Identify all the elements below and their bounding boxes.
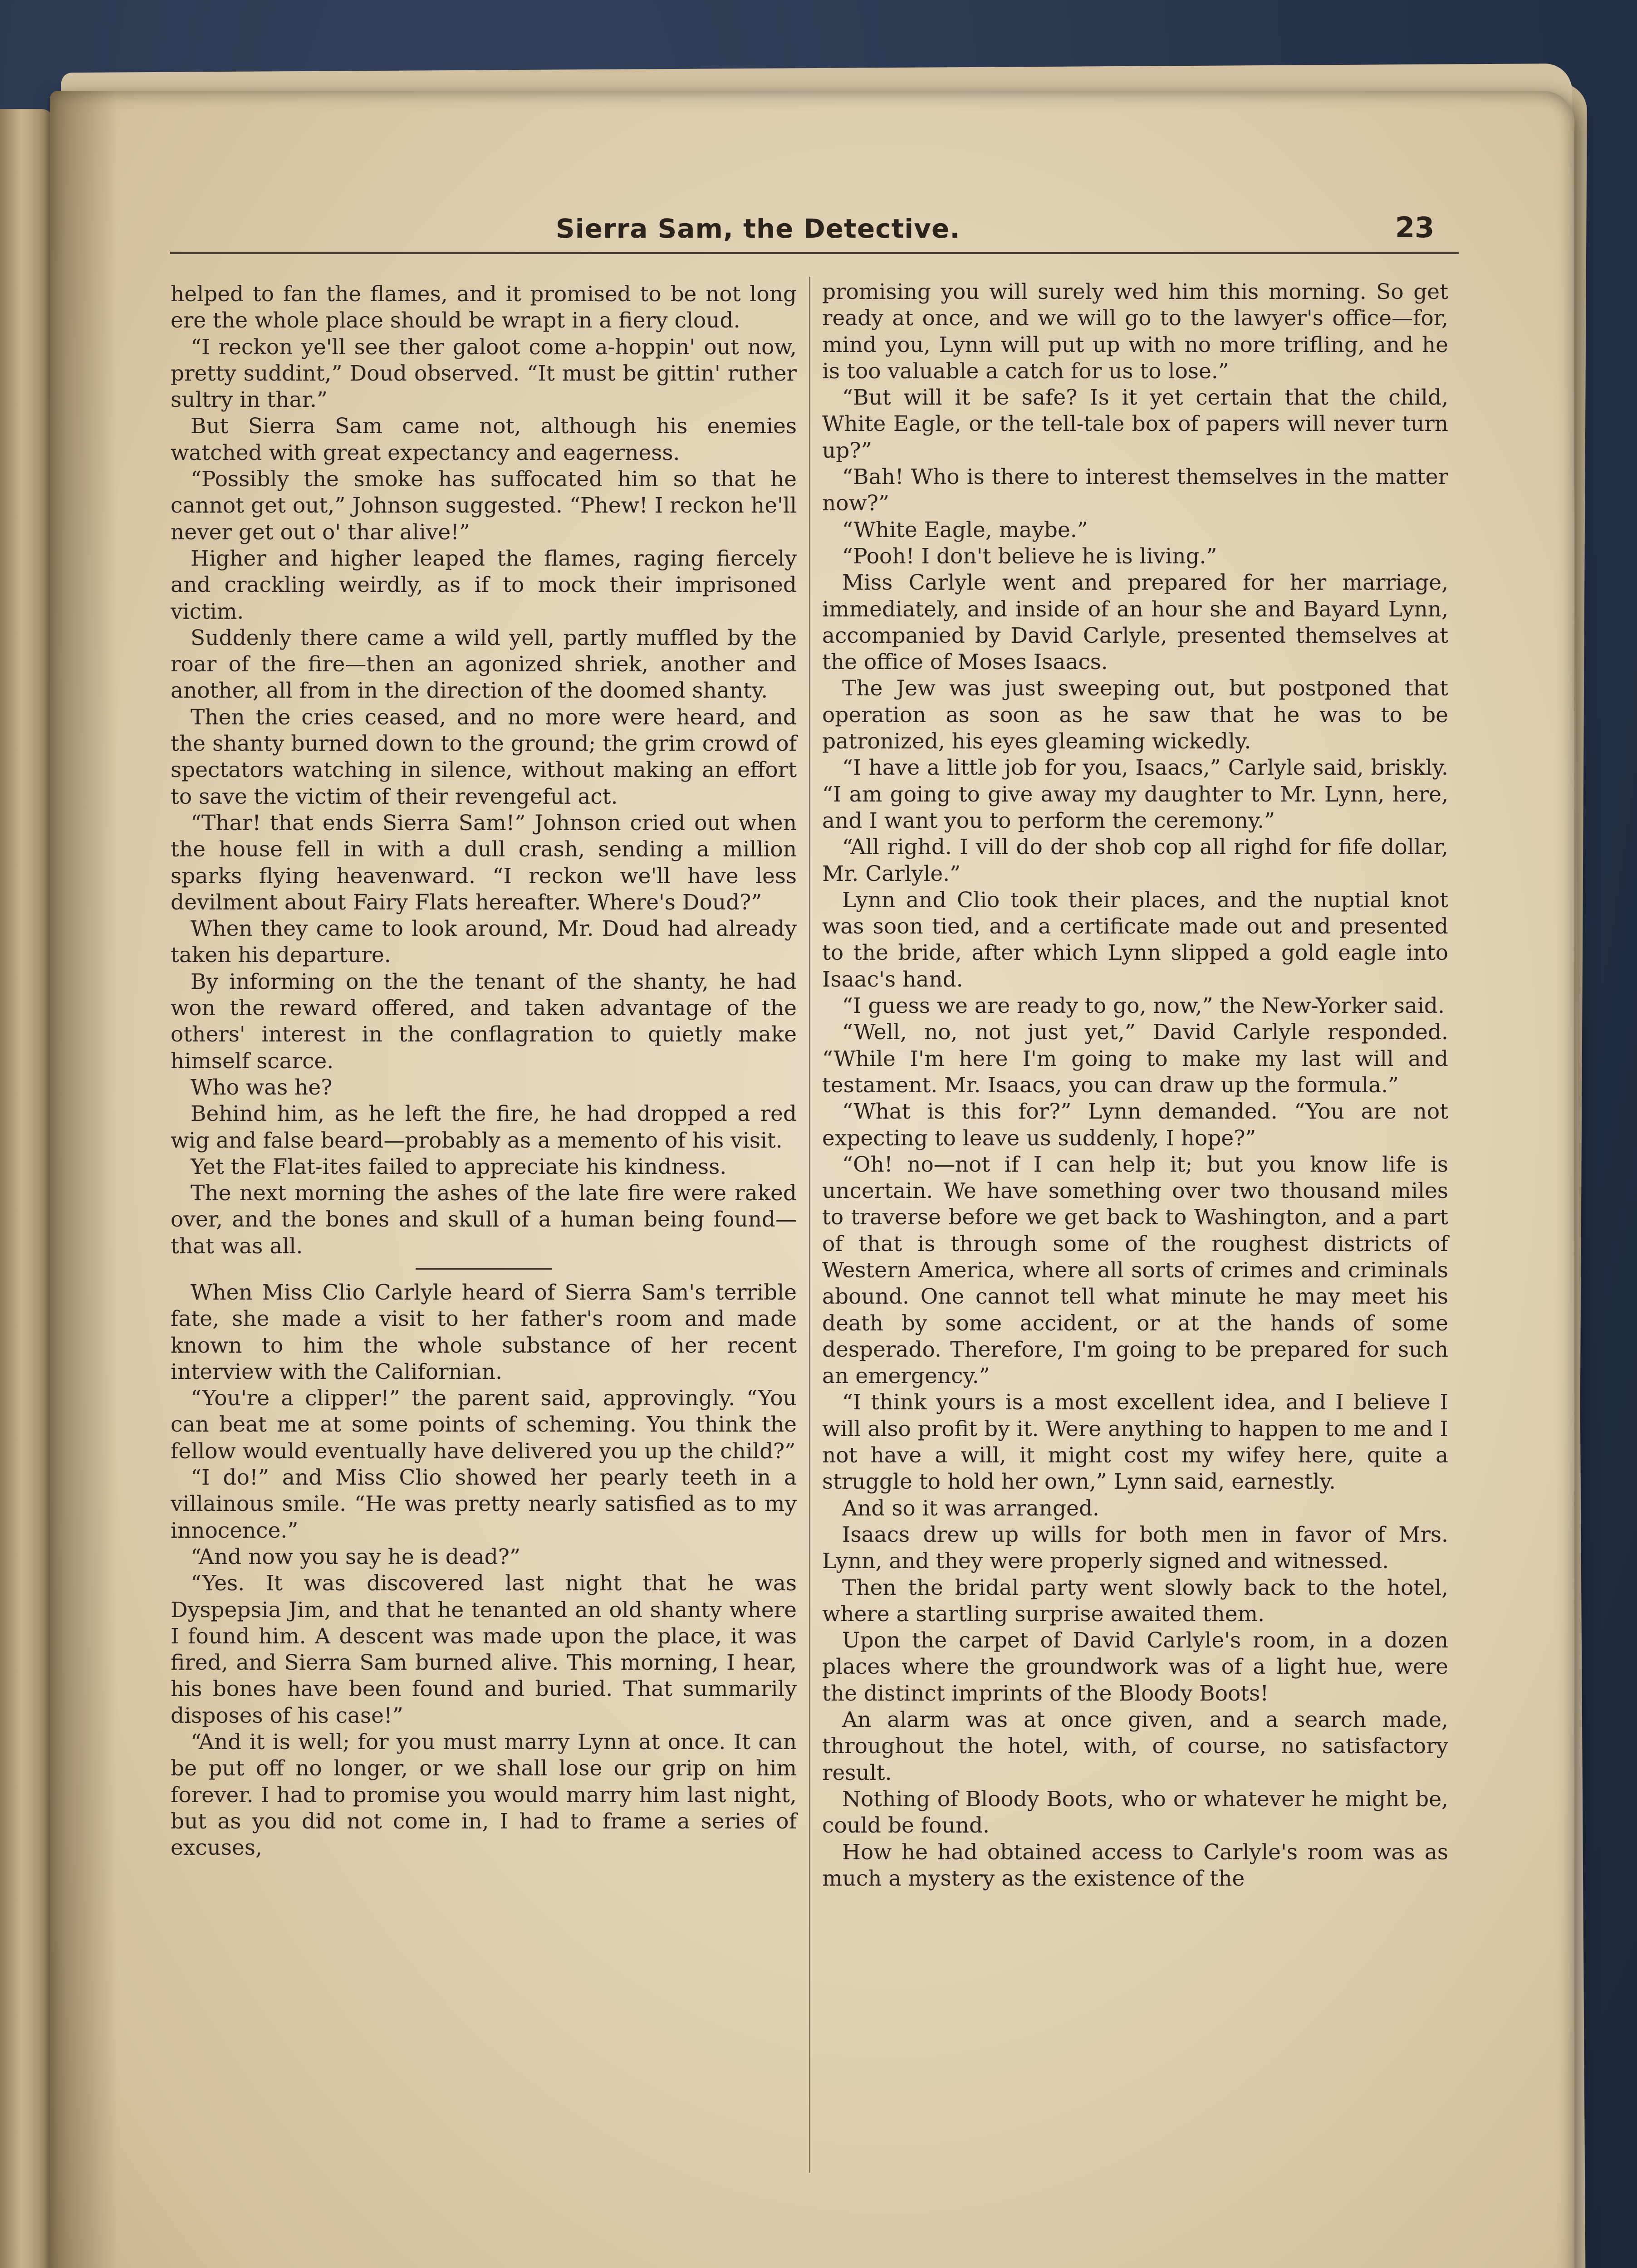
paragraph: Higher and higher leaped the flames, raging fiercely and crackling weirdly, as if to mock their imprisoned victim.: [171, 546, 797, 624]
paragraph: Lynn and Clio took their places, and the nuptial knot was soon tied, and a certificate made out and presented to the bride, after which Lynn slipped a gold eagle into Isaac's hand.: [822, 887, 1448, 992]
paragraph: Nothing of Bloody Boots, who or whatever he might be, could be found.: [822, 1786, 1448, 1838]
page-gutter-shadow: [50, 91, 118, 2268]
paragraph: “Well, no, not just yet,” David Carlyle responded. “While I'm here I'm going to make my last will and testament. Mr. Isaacs, you can draw up the formula.”: [822, 1020, 1448, 1098]
paragraph: When they came to look around, Mr. Doud had already taken his departure.: [171, 916, 797, 968]
paragraph: “I guess we are ready to go, now,” the New-Yorker said.: [842, 993, 1445, 1019]
paragraph: Who was he?: [191, 1075, 333, 1100]
paragraph: Upon the carpet of David Carlyle's room, in a dozen places where the groundwork was of a light hue, were the distinct imprints of the Bloody Boots!: [822, 1628, 1448, 1706]
page-number: 23: [1395, 211, 1435, 244]
paragraph: The next morning the ashes of the late fire were raked over, and the bones and skull of a human being found—that was all.: [171, 1181, 797, 1259]
paragraph: How he had obtained access to Carlyle's room was as much a mystery as the existence of the: [822, 1839, 1448, 1891]
paragraph: “Bah! Who is there to interest themselves in the matter now?”: [822, 464, 1448, 516]
paragraph: “Possibly the smoke has suffocated him so that he cannot get out,” Johnson suggested. “Phew! I reckon he'll never get out o' thar alive!”: [171, 467, 797, 545]
paragraph: An alarm was at once given, and a search made, throughout the hotel, with, of course, no satisfactory result.: [822, 1707, 1448, 1785]
paragraph: And so it was arranged.: [842, 1496, 1099, 1521]
paragraph: Then the cries ceased, and no more were heard, and the shanty burned down to the ground; the grim crowd of spectators watching in silence, without making an effort to save the victim of their revengeful act.: [171, 704, 797, 809]
paragraph: “Pooh! I don't believe he is living.”: [842, 543, 1217, 569]
running-header-title: Sierra Sam, the Detective.: [556, 213, 961, 244]
paragraph: The Jew was just sweeping out, but postponed that operation as soon as he saw that he was to be patronized, his eyes gleaming wickedly.: [822, 676, 1448, 754]
paragraph: But Sierra Sam came not, although his enemies watched with great expectancy and eagerness.: [171, 414, 797, 465]
column-divider: [809, 277, 810, 2173]
paragraph: “What is this for?” Lynn demanded. “You are not expecting to leave us suddenly, I hope?”: [822, 1099, 1448, 1151]
paragraph: “And now you say he is dead?”: [191, 1544, 520, 1569]
right-text-column: [822, 279, 1448, 1892]
paragraph: “I think yours is a most excellent idea, and I believe I will also profit by it. Were anything to happen to me and I not have a will, it might cost my wifey here, quite a struggle to hold her own,” Lynn said, earnestly.: [822, 1390, 1448, 1495]
paragraph: Isaacs drew up wills for both men in favor of Mrs. Lynn, and they were properly signed and witnessed.: [822, 1522, 1448, 1574]
paragraph: promising you will surely wed him this morning. So get ready at once, and we will go to the lawyer's office—for, mind you, Lynn will put up with no more trifling, and he is too valuable a catch for us to lose.”: [822, 279, 1448, 384]
paragraph: “Thar! that ends Sierra Sam!” Johnson cried out when the house fell in with a dull crash, sending a million sparks flying heavenward. “I reckon we'll have less devilment about Fairy Flats hereafter. Where's Doud?”: [171, 810, 797, 915]
paragraph: When Miss Clio Carlyle heard of Sierra Sam's terrible fate, she made a visit to her father's room and made known to him the whole substance of her recent interview with the Californian.: [171, 1280, 797, 1384]
paragraph: “You're a clipper!” the parent said, approvingly. “You can beat me at some points of scheming. You think the fellow would eventually have delivered you up the child?”: [171, 1386, 797, 1464]
paragraph: helped to fan the flames, and it promised to be not long ere the whole place should be wrapt in a fiery cloud.: [171, 282, 797, 333]
paragraph: “White Eagle, maybe.”: [842, 517, 1088, 543]
facing-page-edge: [0, 109, 54, 2268]
section-break-rule: [416, 1268, 552, 1270]
paragraph: “And it is well; for you must marry Lynn at once. It can be put off no longer, or we shall lose our grip on him forever. I had to promise you would marry him last night, but as you did not come in, I had to frame a series of excuses,: [171, 1730, 797, 1861]
paragraph: By informing on the the tenant of the shanty, he had won the reward offered, and taken advantage of the others' interest in the conflagration to quietly make himself scarce.: [171, 969, 797, 1074]
paragraph: “Oh! no—not if I can help it; but you know life is uncertain. We have something over two thousand miles to traverse before we get back to Washington, and a part of that is through some of the roughest districts of Western America, where all sorts of crimes and criminals abound. One cannot tell what minute he may meet his death by some accident, or at the hands of some desperado. Therefore, I'm going to be prepared for such an emergency.”: [822, 1152, 1448, 1389]
paragraph: Yet the Flat-ites failed to appreciate his kindness.: [191, 1154, 727, 1179]
paragraph: “All righd. I vill do der shob cop all righd for fife dollar, Mr. Carlyle.”: [822, 835, 1448, 886]
header-rule: [170, 252, 1459, 254]
paragraph: Behind him, as he left the fire, he had dropped a red wig and false beard—probably as a memento of his visit.: [171, 1101, 797, 1153]
paragraph: Suddenly there came a wild yell, partly muffled by the roar of the fire—then an agonized shriek, another and another, all from in the direction of the doomed shanty.: [171, 625, 797, 704]
left-text-column: [171, 281, 797, 1862]
paragraph: “But will it be safe? Is it yet certain that the child, White Eagle, or the tell-tale box of papers will never turn up?”: [822, 385, 1448, 463]
paragraph: “Yes. It was discovered last night that he was Dyspepsia Jim, and that he tenanted an old shanty where I found him. A descent was made upon the place, it was fired, and Sierra Sam burned alive. This morning, I hear, his bones have been found and buried. That summarily disposes of his case!”: [171, 1571, 797, 1728]
paragraph: Then the bridal party went slowly back to the hotel, where a startling surprise awaited them.: [822, 1575, 1448, 1627]
paragraph: “I have a little job for you, Isaacs,” Carlyle said, briskly. “I am going to give away my daughter to Mr. Lynn, here, and I want you to perform the ceremony.”: [822, 755, 1448, 833]
paragraph: “I do!” and Miss Clio showed her pearly teeth in a villainous smile. “He was pretty nearly satisfied as to my innocence.”: [171, 1465, 797, 1543]
paragraph: “I reckon ye'll see ther galoot come a-hoppin' out now, pretty suddint,” Doud observed. “It must be gittin' ruther sultry in thar.”: [171, 334, 797, 413]
paragraph: Miss Carlyle went and prepared for her marriage, immediately, and inside of an hour she and Bayard Lynn, accompanied by David Carlyle, presented themselves at the office of Moses Isaacs.: [822, 570, 1448, 675]
